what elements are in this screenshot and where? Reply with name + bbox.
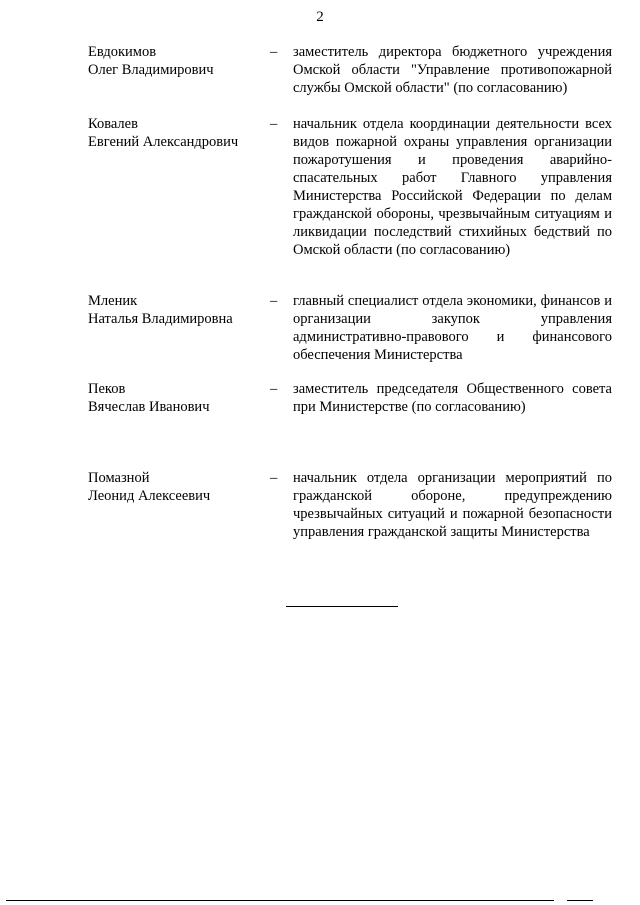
member-surname: Помазной [88,470,150,486]
footer-rule-short [567,900,593,901]
member-given-names: Леонид Алексеевич [88,488,211,504]
member-position: начальник отдела координации деятельности всех видов пожарной охраны управления организации пожаротушения и проведения аварийно-спасательных работ Главного управления Министерства Российской Федерации по делам гражданской обороны, чрезвычайным ситуациям и ликвидации последствий стихийных бедствий по Омской области (по согласованию) [293,116,612,258]
member-given-names: Евгений Александрович [88,134,239,150]
member-position: главный специалист отдела экономики, финансов и организации закупок управления административно-правового и финансового обеспечения Министерства [293,293,612,363]
member-name [88,43,263,79]
member-given-names: Вячеслав Иванович [88,399,210,415]
separator-dash: – [270,44,278,60]
separator-dash: – [270,470,278,486]
member-given-names: Наталья Владимировна [88,311,233,327]
member-given-names: Олег Владимирович [88,62,214,78]
member-name [88,380,263,416]
member-name [88,292,263,328]
separator-dash: – [270,116,278,132]
member-position: начальник отдела организации мероприятий по гражданской обороне, предупреждению чрезвычайных ситуаций и пожарной безопасности управления гражданской защиты Министерства [293,470,612,540]
member-surname: Ковалев [88,116,138,132]
footer-rule [6,900,554,901]
member-name [88,469,263,505]
member-position: заместитель директора бюджетного учреждения Омской области "Управление противопожарной службы Омской области" (по согласованию) [293,44,612,96]
separator-dash: – [270,293,278,309]
member-surname: Пеков [88,381,126,397]
member-surname: Мленик [88,293,138,309]
member-position: заместитель председателя Общественного совета при Министерстве (по согласованию) [293,381,612,415]
separator-dash: – [270,381,278,397]
member-name [88,115,263,151]
closing-rule [286,606,398,607]
page-number: 2 [316,9,324,25]
member-surname: Евдокимов [88,44,157,60]
